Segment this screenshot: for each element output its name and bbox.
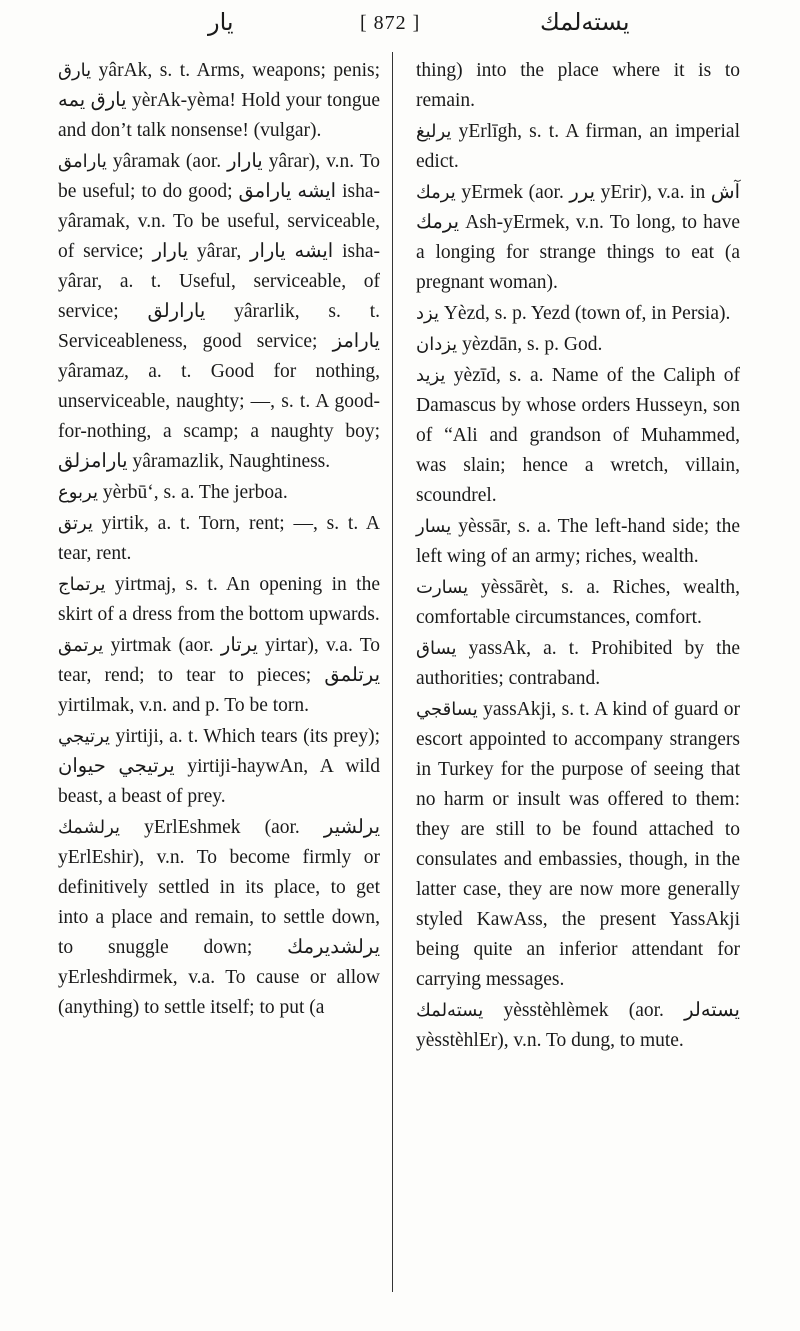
entry-text: yErmek (aor. يرر yErir), v.a. in آش يرمك Ash-yErmek, v.n. To long, to have a longing for strange things to eat (a pregnant woman). [416, 182, 740, 293]
dictionary-entry [58, 509, 380, 569]
dictionary-entry [58, 147, 380, 477]
dictionary-entry [416, 117, 740, 177]
entry-headword-arabic: يزد [416, 303, 439, 324]
right-column [416, 56, 740, 1056]
entry-text: yèssārèt, s. a. Riches, wealth, comfortable circumstances, comfort. [416, 577, 740, 628]
entry-headword-arabic: يارامق [58, 151, 107, 172]
entry-headword-arabic: يزيد [416, 365, 446, 386]
page-number: [ 872 ] [360, 12, 421, 34]
entry-headword-arabic: يرتيجي [58, 726, 111, 747]
column-divider [392, 52, 393, 1292]
entry-text: yârAk, s. t. Arms, weapons; penis; يارق يمه yèrAk-yèma! Hold your tongue and don’t talk nonsense! (vulgar). [58, 60, 381, 141]
dictionary-entry [58, 722, 380, 812]
dictionary-entry [416, 996, 740, 1056]
entry-text: yirtik, a. t. Torn, rent; —, s. t. A tear, rent. [58, 513, 380, 564]
entry-headword-arabic: يارق [58, 60, 92, 81]
entry-headword-arabic: يرمك [416, 182, 456, 203]
entry-text: yèssār, s. a. The left-hand side; the left wing of an army; riches, wealth. [416, 516, 740, 567]
entry-text: yèrbū‘, s. a. The jerboa. [98, 482, 288, 503]
dictionary-entry [416, 573, 740, 633]
entry-text: yèsstèhlèmek (aor. يسته‌لر yèsstèhlEr), v.n. To dung, to mute. [416, 1000, 740, 1051]
entry-headword-arabic: يسته‌لمك [416, 1000, 484, 1021]
entry-text: yassAkji, s. t. A kind of guard or escort appointed to accompany strangers in Turkey for the purpose of seeing that no harm or insult was offered to them: they are still to be found attached to consulates and embassies, though, in the latter case, they are now more generally styled KawAss, the present YassAkji being quite an inferior attendant for carrying messages. [416, 699, 740, 990]
entry-text: yErlīgh, s. t. A firman, an imperial edict. [416, 121, 740, 172]
dictionary-entry [58, 478, 380, 508]
entry-headword-arabic: يرتق [58, 513, 93, 534]
entry-headword-arabic: يساقجي [416, 699, 478, 720]
dictionary-entry [416, 56, 740, 116]
entry-text: yirtmak (aor. يرتار yirtar), v.a. To tear, rend; to tear to pieces; يرتلمق yirtilmak, v.n. and p. To be torn. [58, 635, 381, 716]
dictionary-entry [416, 695, 740, 995]
entry-text: yèzīd, s. a. Name of the Caliph of Damascus by whose orders Husseyn, son of “Ali and grandson of Muhammed, was slain; hence a wretch, villain, scoundrel. [416, 365, 740, 506]
entry-text: Yèzd, s. p. Yezd (town of, in Persia). [438, 303, 731, 324]
entry-headword-arabic: يرتماج [58, 574, 106, 595]
running-head-left: يار [208, 8, 234, 36]
entry-text: yâramak (aor. يارار yârar), v.n. To be useful; to do good; ايشه يارامق isha-yâramak, v.n. To be useful, serviceable, of service; يارار yârar, ايشه يارار isha-yârar, a. t. Useful, serviceable, of service; يارارلق yârarlik, s. t. Serviceableness, good service; يارامز yâramaz, a. t. Good for nothing, unserviceable, naughty; —, s. t. A good-for-nothing, a scamp; a naughty boy; يارامزلق yâramazlik, Naughtiness. [58, 151, 380, 472]
dictionary-entry [416, 634, 740, 694]
entry-text: thing) into the place where it is to remain. [416, 60, 740, 111]
dictionary-entry [416, 361, 740, 511]
entry-headword-arabic: يرلشمك [58, 817, 121, 838]
dictionary-entry [58, 631, 380, 721]
dictionary-entry [58, 56, 380, 146]
entry-text: yirtiji, a. t. Which tears (its prey); يرتيجي حيوان yirtiji-haywAn, A wild beast, a beast of prey. [58, 726, 381, 807]
entry-headword-arabic: يرليغ [416, 121, 452, 142]
dictionary-entry [416, 178, 740, 298]
entry-headword-arabic: يربوع [58, 482, 98, 503]
dictionary-entry [58, 813, 380, 1023]
entry-text: yirtmaj, s. t. An opening in the skirt of a dress from the bottom upwards. [58, 574, 380, 625]
page-header [0, 0, 800, 52]
dictionary-entry [416, 299, 740, 329]
dictionary-entry [416, 512, 740, 572]
dictionary-entry [58, 570, 380, 630]
entry-text: yassAk, a. t. Prohibited by the authorities; contraband. [416, 638, 740, 689]
entry-text: yErlEshmek (aor. يرلشير yErlEshir), v.n. To become firmly or definitively settled in its place, to get into a place and remain, to settle down, to snuggle down; يرلشديرمك yErleshdirmek, v.a. To cause or allow (anything) to settle itself; to put (a [58, 817, 380, 1018]
entry-headword-arabic: يزدان [416, 334, 458, 355]
running-head-right: يسته‌لمك [540, 8, 630, 36]
entry-headword-arabic: يساق [416, 638, 457, 659]
entry-headword-arabic: يرتمق [58, 635, 104, 656]
entry-headword-arabic: يسارت [416, 577, 469, 598]
left-column [58, 56, 380, 1023]
dictionary-entry [416, 330, 740, 360]
entry-headword-arabic: يسار [416, 516, 452, 537]
entry-text: yèzdān, s. p. God. [457, 334, 603, 355]
